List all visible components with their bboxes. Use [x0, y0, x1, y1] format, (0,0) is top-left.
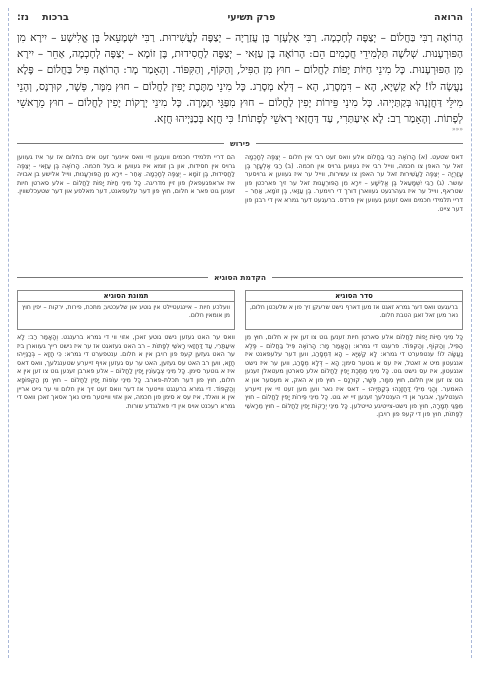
perush-columns — [17, 154, 463, 266]
seder-text: ברעגעט וואס דער גמרא זאגט אז מען דארף נישט שרעקן זיך פון א שלעכטן חלום, נאר מען זאל זאגן הטבת חלום. — [250, 304, 458, 319]
mishnah-text: הָרוֹאֶה רַבִּי בַּחֲלוֹם – יְצַפֶּה לְחָכְמָה. רַבִּי אֶלְעָזָר בֶּן עֲזַרְיָה – יְצַפֶּה לַעֲשִׁירוּת. רַבִּי יִשְׁמָעֵאל בֶּן אֱלִישָׁע – יִירָא מִן הַפּוּרְעָנוּת. שְׁלֹשָׁה תַּלְמִידֵי חֲכָמִים הֵם: הָרוֹאֶה בֶּן עַזַּאי – יְצַפֶּה לַחֲסִידוּת, בֶּן זוֹמָא – יְצַפֶּה לְחָכְמָה, אַחֵר – יִירָא מִן הַפּוּרְעָנוּת. כָּל מִינֵי חַיּוֹת יָפוֹת לַחֲלוֹם – חוּץ מִן הַפִּיל, וְהַקּוֹף, וְהַקִּפּוֹד. וְהָאָמַר מָר: הָרוֹאֶה פִּיל בַּחֲלוֹם – פֶּלֶא נַעֲשָׂה לוֹ! לָא קַשְׁיָא, הָא – דִּמְסָרַג, הָא – דְּלָא מְסָרַג. כָּל מִינֵי מַתֶּכֶת יָפִין לַחֲלוֹם – חוּץ מִמָּר, פְּשָׁר, קוּרְנָס, וְהָנֵי מִילֵּי דַּחֲזָנְהוּ בְּקַתַּיְיהוּ. כָּל מִינֵי פֵּירוֹת יָפִין לַחֲלוֹם – חוּץ מִפַּגֵּי תְמָרָה. כָּל מִינֵי יְרָקוֹת יָפִין לַחֲלוֹם – חוּץ מֵרָאשֵׁי לְפָתוֹת. וְהָאָמַר רַב: לָא אִיעַתַּרִי, עַד דַּחֲזַאי רָאשֵׁי לְפָתוֹת! כִּי חֲזָא בְּכַנַּיְיהוּ חֲזָא. — [17, 32, 463, 126]
header-chapter-number: פרק תשיעי — [227, 11, 276, 23]
page-header — [17, 8, 463, 26]
summary-boxes — [17, 290, 463, 330]
hakdama-label: הקדמת הסוגיא — [213, 272, 267, 282]
seder-title: סדר הסוגיא — [246, 291, 462, 302]
talmud-page — [8, 8, 472, 658]
temunat-box — [17, 290, 235, 330]
divider — [256, 143, 463, 144]
main-left-column: וואס ער האט געזען נישט גוטע זאכן, אזוי ווי די גמרא ברענגט. וְהָאָמַר רַב: לָא אִיעַתַּרִי, עַד דַּחֲזַאי רָאשֵׁי לְפָתוֹת – רב האט געזאגט אז ער איז נישט רייך געווארן ביז ער האט געזען קעפ פון רויבן אין א חלום. ענטפערט די גמרא: כִּי חֲזָא – בְּכַנַּיְיהוּ חֲזָא, ווען רב האט עס געזען, האט ער עס געזען אויף זייערע שטענגלעך, וואס דאס איז א גוטער סימן. כָּל מִינֵי צְבָעוֹנִין יָפִין לַחֲלוֹם – אלע פארבן זענען גוט צו זען אין א חלום, חוץ פון דער תכלת-פארב. כָּל מִינֵי עוֹפוֹת יָפִין לַחֲלוֹם – חוּץ מִן הַקַּפּוֹפָא וְהַקַּפּוֹד. די גמרא ברענגט ווייטער אז דער וואס זעט זיך אין חלום ווי ער גייט אריין אין א וואלד, איז עס א סימן פון חכמה, און אזוי ווייטער מיט נאך אסאך זאכן וואס די גמרא רעכנט אויס אין די פאלגנדע שורות. — [17, 334, 235, 410]
header-chapter-name: הרואה — [434, 11, 463, 23]
divider — [17, 277, 208, 278]
divider — [272, 277, 463, 278]
perush-right-column: דאס שטעט. (א) הָרוֹאֶה רַבִּי בַּחֲלוֹם אלע וואס זעט רבי אין חלום – יְצַפֶּה לְחָכְמָה זאל ער האפן צו חכמה, ווייל רבי איז געווען גרויס אין חכמה. (ב) רַבִּי אֶלְעָזָר בֶּן עֲזַרְיָה – יְצַפֶּה לַעֲשִׁירוּת זאל ער האפן צו עשירות, ווייל ער איז געווען א גרויסער עושר. (ג) רַבִּי יִשְׁמָעֵאל בֶּן אֱלִישָׁע – יִירָא מִן הַפּוּרְעָנוּת זאל ער זיך פארכטן פון שטראף, ווייל ער איז געהרגעט געווארן דורך די רוימער. בֶּן עַזַּאי, בֶּן זוֹמָא, אַחֵר – דריי תלמידי חכמים וואס זענען געווען אין פרדס. ברעגעט דער גמרא אין די רבנן פון דער צייט. — [245, 154, 463, 213]
temunat-title: תמונת הסוגיא — [18, 291, 234, 302]
main-right-column: כָּל מִינֵי חַיּוֹת יָפוֹת לַחֲלוֹם אלע סארטן חיות זענען גוט צו זען אין א חלום, חוּץ מִן הַפִּיל, וְהַקּוֹף, וְהַקִּפּוֹד. פרעגט די גמרא: וְהָאָמַר מָר: הָרוֹאֶה פִּיל בַּחֲלוֹם – פֶּלֶא נַעֲשָׂה לוֹ! ענטפערט די גמרא: לָא קַשְׁיָא – הָא דִּמְסָרַג, ווען דער עלעפאנט איז אנגעטון מיט א זאטל, איז עס א גוטער סימן; הָא – דְּלָא מְסָרַג, ווען ער איז נישט אנגעטון, איז עס נישט גוט. כָּל מִינֵי מַתֶּכֶת יָפִין לַחֲלוֹם אלע סארטן מעטאלן זענען גוט צו זען אין חלום, חוּץ מִמָּר, פְּשָׁר, קוּרְנָס – חוץ פון א האק, א מעסער און א האמער. וְהָנֵי מִילֵּי דַּחֲזָנְהוּ בְּקַתַּיְיהוּ – דאס איז נאר ווען מען זעט זיי אין זייערע הענטלעך, אבער אן די הענטלעך זענען זיי יא גוט. כָּל מִינֵי פֵּירוֹת יָפִין לַחֲלוֹם – חוּץ מִפַּגֵּי תְמָרָה, חוץ פון נישט-צייטיגע טייטלען. כָּל מִינֵי יְרָקוֹת יָפִין לַחֲלוֹם – חוּץ מֵרָאשֵׁי לְפָתוֹת, חוץ פון די קעפ פון רויבן. — [245, 334, 463, 419]
temunat-text: וועלכע חיות – איינגעטיילט אין גוטע און שלעכטע; מתכת, פירות, ירקות – יפין חוץ מן אומאין חלום. — [22, 304, 230, 319]
perush-header — [17, 136, 463, 150]
divider — [17, 143, 224, 144]
perush-label: פירוש — [230, 138, 250, 148]
header-tractate-name: ברכות — [42, 11, 69, 23]
perush-left-column: הם דריי תלמידי חכמים וועגען זיי וואס איינער זעט אים בחלום אז ער איז געווען גרויס אין חסידות, און בן זומא איז געווען א בעל חכמה. הָרוֹאֶה בֶּן עַזַּאי – יְצַפֶּה לַחֲסִידוּת, בֶּן זוֹמָא – יְצַפֶּה לְחָכְמָה. אַחֵר – יִירָא מִן הַפּוּרְעָנוּת, ווייל אלישע בן אבויה איז אראפגעפאלן פון זיין מדריגה. כָּל מִינֵי חַיּוֹת יָפוֹת לַחֲלוֹם – אלע סארטן חיות זענען גוט פאר א חלום, חוץ פון דער עלעפאנט, דער מאלפע און דער שטעכלשווין. — [17, 154, 235, 196]
seder-box — [245, 290, 463, 330]
hakdama-header — [17, 268, 463, 286]
header-tractate — [17, 12, 69, 23]
main-commentary-columns — [17, 334, 463, 610]
header-page-number: נז: — [17, 11, 29, 23]
mishnah-end-mark: ««« — [451, 126, 463, 133]
